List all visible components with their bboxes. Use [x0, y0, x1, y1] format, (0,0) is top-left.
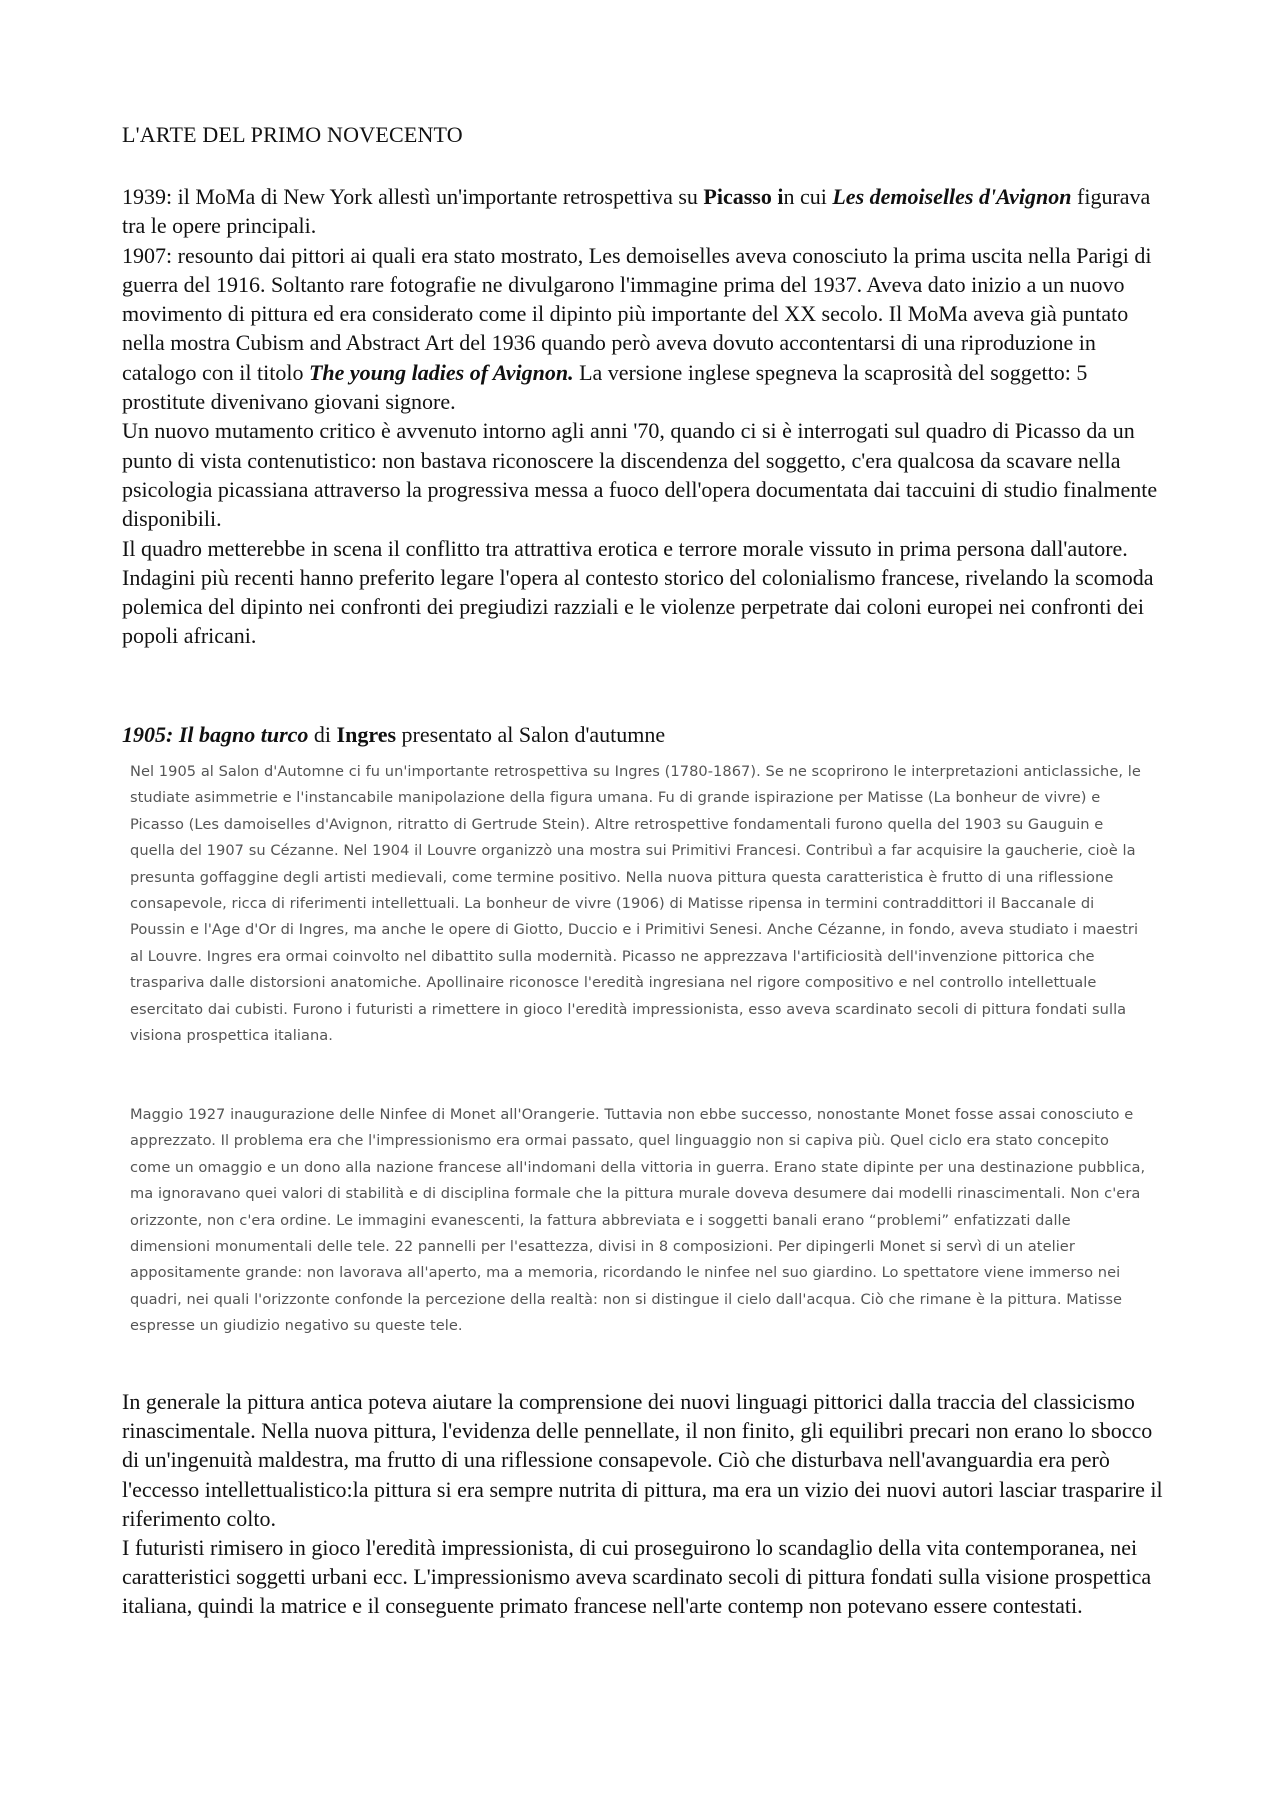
- italic-title-young-ladies: The young ladies of Avignon.: [308, 359, 574, 385]
- excerpt-text: Nel 1905 al Salon d'Automne ci fu un'importante retrospettiva su Ingres (1780-1867). Se ne scoprirono le interpretazioni anticlassiche, le studiate asimmetrie e l'instancabile manipolazione della figura umana. Fu di grande ispirazione per Matisse (La bonheur de vivre) e Picasso (Les damoiselles d'Avignon, ritratto di Gertrude Stein). Altre retrospettive fondamentali furono quella del 1903 su Gauguin e quella del 1907 su Cézanne. Nel 1904 il Louvre organizzò una mostra sui Primitivi Francesi. Contribuì a far acquisire la gaucherie, cioè la presunta goffaggine degli artisti medievali, come termine positivo. Nella nuova pittura questa caratteristica è frutto di una riflessione consapevole, ricca di riferimenti intellettuali. La bonheur de vivre (1906) di Matisse ripensa in termini contraddittori il Baccanale di Poussin e l'Age d'Or di Ingres, ma anche le opere di Giotto, Duccio e i Primitivi Senesi. Anche Cézanne, in fondo, aveva studiato i maestri al Louvre. Ingres era ormai coinvolto nel dibattito sulla modernità. Picasso ne apprezzava l'artificiosità dell'invenzione pittorica che traspariva dalle distorsioni anatomiche. Apollinaire riconosce l'eredità ingresiana nel rigore compositivo e nel controllo intellettuale esercitato dai cubisti. Furono i futuristi a rimettere in gioco l'eredità impressionista, esso aveva scardinato secoli di pittura fondati sulla visiona prospettica italiana.: [130, 763, 1141, 1045]
- paragraph-1939: [122, 182, 1172, 241]
- excerpt-ingres-retrospective: [130, 759, 1150, 1049]
- paragraph-1907: [122, 241, 1172, 417]
- conclusion-section: [122, 1387, 1172, 1621]
- paragraph-futurists: I futuristi rimisero in gioco l'eredità impressionista, di cui proseguirono lo scandaglio della vita contemporanea, nei caratteristici soggetti urbani ecc. L'impressionismo aveva scardinato secoli di pittura fondati sulla visione prospettica italiana, quindi la matrice e il conseguente primato francese nell'arte contemp non potevano essere contestati.: [122, 1535, 1152, 1619]
- intro-section: [122, 182, 1172, 651]
- heading-ingres: Ingres: [336, 722, 397, 747]
- text-span: 1907: resounto dai pittori ai quali era stato mostrato, Les demoiselles aveva conosciuto la prima uscita nella Parigi di guerra del 1916. Soltanto rare fotografie ne divulgarono l'immagine prima del 1937. Aveva dato inizio a un nuovo movimento di pittura ed era considerato come il dipinto più importante del XX secolo. Il MoMa aveva già puntato nella mostra Cubism and Abstract Art del 1936 quando però aveva dovuto accontentarsi di una riproduzione in catalogo con il titolo: [122, 242, 1152, 385]
- text-span: La versione inglese spegneva la scaprosità del soggetto: 5 prostitute divenivano giovani signore.: [122, 359, 1088, 415]
- text-span: 1939: il MoMa di New York allestì un'importante retrospettiva su: [122, 184, 704, 209]
- paragraph-general: In generale la pittura antica poteva aiutare la comprensione dei nuovi linguagi pittorici dalla traccia del classicismo rinascimentale. Nella nuova pittura, l'evidenza delle pennellate, il non finito, gli equilibri precari non erano lo sbocco di un'ingenuità maldestra, ma frutto di una riflessione consapevole. Ciò che disturbava nell'avanguardia era però l'eccesso intellettualistico:la pittura si era sempre nutrita di pittura, ma era un vizio dei nuovi autori lasciar trasparire il riferimento colto.: [122, 1389, 1163, 1531]
- excerpt-text: Maggio 1927 inaugurazione delle Ninfee di Monet all'Orangerie. Tuttavia non ebbe successo, nonostante Monet fosse assai conosciuto e apprezzato. Il problema era che l'impressionismo era ormai passato, quel linguaggio non si capiva più. Quel ciclo era stato concepito come un omaggio e un dono alla nazione francese all'indomani della vittoria in guerra. Erano state dipinte per una destinazione pubblica, ma ignoravano quei valori di stabilità e di disciplina formale che la pittura murale doveva desumere dai modelli rinascimentali. Non c'era orizzonte, non c'era ordine. Le immagini evanescenti, la fattura abbreviata e i soggetti banali erano “problemi” enfatizzati dalle dimensioni monumentali delle tele. 22 pannelli per l'esattezza, divisi in 8 composizioni. Per dipingerli Monet si servì di un atelier appositamente grande: non lavorava all'aperto, ma a memoria, ricordando le ninfee nel suo giardino. Lo spettatore viene immerso nei quadri, nei quali l'orizzonte confonde la percezione della realtà: non si distingue il cielo dall'acqua. Ciò che rimane è la pittura. Matisse espresse un giudizio negativo su queste tele.: [130, 1106, 1146, 1335]
- section-heading-ingres: [122, 722, 665, 748]
- text-span: n cui: [783, 184, 833, 209]
- bold-picasso: Picasso i: [703, 184, 784, 209]
- heading-text: presentato al Salon d'autumne: [396, 722, 666, 747]
- text-span: figurava tra le opere principali.: [122, 184, 1151, 239]
- paragraph-critical-change: Un nuovo mutamento critico è avvenuto intorno agli anni '70, quando ci si è interrogati sul quadro di Picasso da un punto di vista contenutistico: non bastava riconoscere la discendenza del soggetto, c'era qualcosa da scavare nella psicologia picassiana attraverso la progressiva messa a fuoco dell'opera documentata dai taccuini di studio finalmente disponibili.: [122, 418, 1158, 532]
- excerpt-monet-ninfee: [130, 1102, 1150, 1340]
- italic-title-demoiselles: Les demoiselles d'Avignon: [832, 184, 1072, 209]
- heading-year-title: 1905: Il bagno turco: [122, 722, 309, 747]
- document-title: L'ARTE DEL PRIMO NOVECENTO: [122, 122, 463, 147]
- paragraph-conflict: Il quadro metterebbe in scena il conflitto tra attrattiva erotica e terrore morale vissuto in prima persona dall'autore. Indagini più recenti hanno preferito legare l'opera al contesto storico del colonialismo francese, rivelando la scomoda polemica del dipinto nei confronti dei pregiudizi razziali e le violenze perpetrate dai coloni europei nei confronti dei popoli africani.: [122, 535, 1154, 649]
- heading-text: di: [308, 722, 337, 747]
